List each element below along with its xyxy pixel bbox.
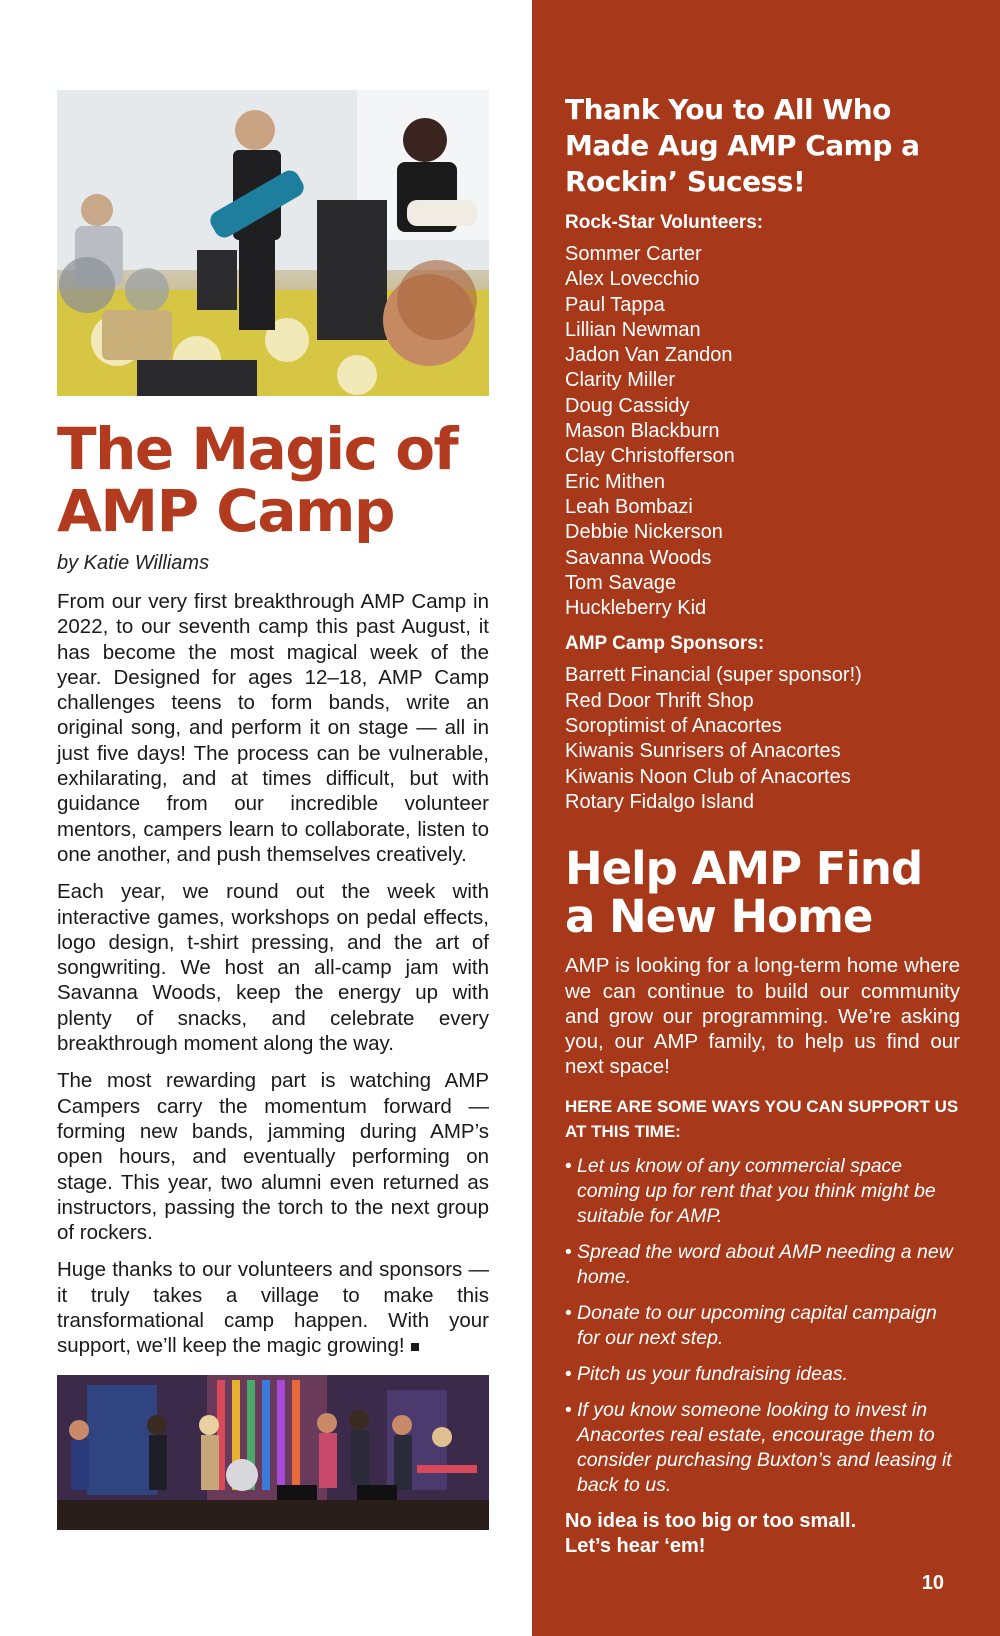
bullet-icon: • xyxy=(565,1301,572,1324)
way-item xyxy=(565,1154,960,1229)
performance-photo-illustration xyxy=(57,1375,489,1530)
volunteer-name: Lillian Newman xyxy=(565,318,701,341)
volunteer-name: Leah Bombazi xyxy=(565,495,693,518)
volunteer-name: Alex Lovecchio xyxy=(565,268,700,291)
closing-text xyxy=(565,1509,960,1559)
way-item xyxy=(565,1301,960,1351)
volunteer-name: Savanna Woods xyxy=(565,546,712,569)
article-paragraph: Each year, we round out the week with interactive games, workshops on pedal effects, logo design, t-shirt pressing, and the art of songwriting. We host an all-camp jam with Savanna Woods, keep the energy up with plenty of snacks, and celebrate every breakthrough moment along the way. xyxy=(57,880,489,1056)
way-item xyxy=(565,1362,960,1387)
volunteers-heading: Rock-Star Volunteers: xyxy=(565,212,764,233)
band-performance-photo xyxy=(57,1375,489,1530)
way-text: If you know someone looking to invest in Anacortes real estate, encourage them to consider purchasing Buxton’s and leasing it back to us. xyxy=(577,1398,952,1496)
article-paragraph: From our very first breakthrough AMP Camp in 2022, to our seventh camp this past August, it has become the most magical week of the year. Designed for ages 12–18, AMP Camp challenges teens to form bands, write an original song, and perform it on stage — all in just five days! The process can be vulnerable, exhilarating, and at times difficult, but with guidance from our incredible volunteer mentors, campers learn to collaborate, listen to one another, and push themselves creatively. xyxy=(57,590,489,866)
way-text: Let us know of any commercial space coming up for rent that you think might be suitable for AMP. xyxy=(577,1154,936,1227)
rehearsal-photo-illustration xyxy=(57,90,489,396)
volunteer-name: Sommer Carter xyxy=(565,243,702,265)
sidebar-content xyxy=(565,92,960,1559)
bullet-icon: • xyxy=(565,1240,572,1263)
way-text: Pitch us your fundraising ideas. xyxy=(577,1362,848,1385)
closing-line-1: No idea is too big or too small. xyxy=(565,1509,857,1532)
sponsor-name: Barrett Financial (super sponsor!) xyxy=(565,664,862,687)
volunteer-name: Huckleberry Kid xyxy=(565,597,707,620)
sponsor-name: Kiwanis Sunrisers of Anacortes xyxy=(565,740,841,763)
help-text: AMP is looking for a long-term home where we can continue to build our community and grow our programming. We’re asking you, our AMP family, to help us find our next space! xyxy=(565,954,960,1079)
volunteer-name: Debbie Nickerson xyxy=(565,521,723,544)
sponsor-name: Rotary Fidalgo Island xyxy=(565,790,754,813)
article-title-line-1: The Magic of xyxy=(57,415,458,483)
article-title xyxy=(57,415,489,545)
way-text: Spread the word about AMP needing a new home. xyxy=(577,1240,953,1288)
band-rehearsal-photo xyxy=(57,90,489,396)
sidebar-panel xyxy=(532,0,1000,1636)
way-item xyxy=(565,1398,960,1498)
volunteers-list xyxy=(565,242,960,621)
page-number: 10 xyxy=(921,1572,944,1594)
help-title: Help AMP Find a New Home xyxy=(565,842,923,944)
sponsor-name: Red Door Thrift Shop xyxy=(565,689,754,712)
volunteer-name: Doug Cassidy xyxy=(565,394,690,417)
volunteer-name: Jadon Van Zandon xyxy=(565,344,733,367)
ways-heading: HERE ARE SOME WAYS YOU CAN SUPPORT US AT THIS TIME: xyxy=(565,1096,959,1141)
volunteer-name: Mason Blackburn xyxy=(565,420,720,443)
way-text: Donate to our upcoming capital campaign for our next step. xyxy=(577,1301,937,1349)
closing-line-2: Let’s hear ‘em! xyxy=(565,1534,706,1557)
volunteer-name: Paul Tappa xyxy=(565,293,665,316)
thanks-title: Thank You to All Who Made Aug AMP Camp a Rockin’ Sucess! xyxy=(565,93,920,198)
volunteer-name: Clarity Miller xyxy=(565,369,675,392)
article-title-line-2: AMP Camp xyxy=(57,477,394,545)
end-mark-icon xyxy=(411,1343,419,1351)
article-paragraph-final xyxy=(57,1257,489,1358)
volunteer-name: Eric Mithen xyxy=(565,470,666,493)
volunteer-name: Clay Christofferson xyxy=(565,445,735,468)
way-item xyxy=(565,1240,960,1290)
sponsors-heading: AMP Camp Sponsors: xyxy=(565,633,765,655)
volunteer-name: Tom Savage xyxy=(565,571,677,594)
ways-list xyxy=(565,1154,960,1498)
bullet-icon: • xyxy=(565,1154,572,1177)
sponsor-name: Kiwanis Noon Club of Anacortes xyxy=(565,765,851,788)
sponsor-name: Soroptimist of Anacortes xyxy=(565,715,782,738)
article-byline: by Katie Williams xyxy=(57,552,210,574)
article-column xyxy=(57,90,489,1530)
article-paragraph: The most rewarding part is watching AMP Campers carry the momentum forward — forming new bands, jamming during AMP’s open hours, and eventually performing on stage. This year, two alumni even returned as instructors, passing the torch to the next group of rockers. xyxy=(57,1069,489,1245)
article-paragraph-text: Huge thanks to our volunteers and sponsors — it truly takes a village to make this transformational camp happen. With your support, we’ll keep the magic growing! xyxy=(57,1258,489,1358)
sponsors-list xyxy=(565,663,960,815)
bullet-icon: • xyxy=(565,1398,572,1421)
bullet-icon: • xyxy=(565,1362,572,1385)
